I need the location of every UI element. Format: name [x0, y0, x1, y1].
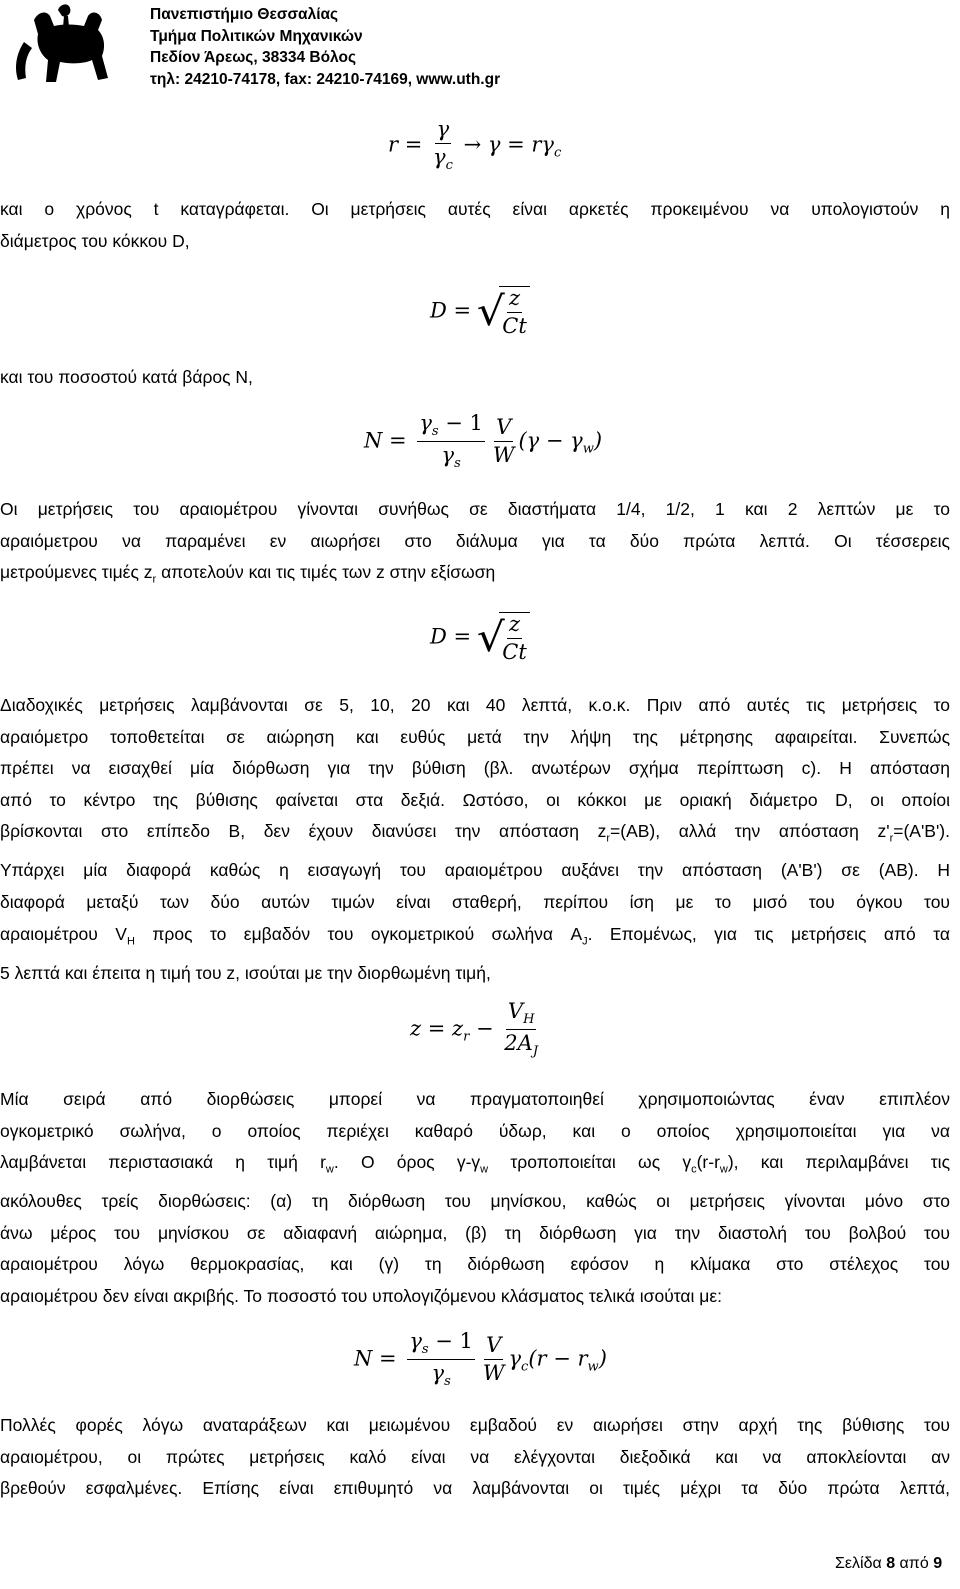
university-logo-icon — [4, 2, 132, 98]
paragraph-6: Πολλές φορές λόγω αναταράξεων και μειωμένου εμβαδού εν αιωρήσει στην αρχή της βύθισης του αραιομέτρου, οι πρώτες μετρήσεις καλό είναι να ελέγχονται διεξοδικά και να αποκλείονται αν βρεθούν εσφαλμένες. Επίσης είναι επιθυμητό να λαμβάνονται οι τιμές μέχρι τα δύο πρώτα λεπτά, — [0, 1415, 950, 1499]
header-address: Πεδίον Άρεως, 38334 Βόλος — [150, 49, 357, 66]
equation-diameter-2: D = √ $\frac{z}{Ct}$ — [430, 612, 530, 664]
paragraph-4: Διαδοχικές μετρήσεις λαμβάνονται σε 5, 10, 20 και 40 λεπτά, κ.ο.κ. Πριν από αυτές τις μετρήσεις το αραιόμετρο τοποθετείται σε αιώρηση και ευθύς μετά την λήψη της μέτρησης αφαιρείται. Συνεπώς πρέπει να εισαχθεί μία διόρθωση για την βύθιση (βλ. ανωτέρων σχήμα περίπτωση c). Η απόσταση από το κέντρο της βύθισης φαίνεται στα δεξιά. Ωστόσο, οι κόκκοι με οριακή διάμετρο D, οι οποίοι βρίσκονται στο επίπεδο Β, δεν έχουν διανύσει την απόσταση $z_r=(AB)$, αλλά την απόσταση $z'_r=(A'B')$. Υπάρχει μία διαφορά καθώς η εισαγωγή του αραιομέτρου αυξάνει την απόσταση (A'B') σε (AB). Η διαφορά μεταξύ των δύο αυτών τιμών είναι σταθερή, περίπου ίση με το μισό του όγκου του αραιομέτρου $V_H$ προς το εμβαδόν του ογκομετρικού σωλήνα $A_J$. Επομένως, για τις μετρήσεις από τα 5 λεπτά και έπειτα η τιμή του z, ισούται με την διορθωμένη τιμή, — [0, 695, 950, 983]
paragraph-3: Οι μετρήσεις του αραιομέτρου γίνονται συνήθως σε διαστήματα 1/4, 1/2, 1 και 2 λεπτών με το αραιόμετρου να παραμένει εν αιωρήσει στο διάλυμα για τα δύο πρώτα λεπτά. Οι τέσσερεις μετρούμενες τιμές $z_r$ αποτελούν και τις τιμές των z στην εξίσωση — [0, 499, 950, 586]
equation-final-n: N = $\frac{\gamma_s - 1}{\gamma_s}$ $\frac{V}{W}$ $\gamma_c(r - r_w)$ — [354, 1329, 607, 1390]
header-block — [150, 4, 500, 90]
header-department: Τμήμα Πολιτικών Μηχανικών — [150, 27, 363, 45]
header-university: Πανεπιστήμιο Θεσσαλίας — [150, 6, 339, 23]
paragraph-1: και ο χρόνος t καταγράφεται. Οι μετρήσεις αυτές είναι αρκετές προκειμένου να υπολογιστούν η διάμετρος του κόκκου D, — [0, 199, 950, 251]
equation-r: r = $\frac{\gamma}{\gamma_c}$ → $\gamma = r\gamma_c$ — [388, 117, 562, 174]
equation-diameter: D = √ $\frac{z}{Ct}$ — [430, 286, 530, 338]
paragraph-2: και του ποσοστού κατά βάρος N, — [0, 367, 253, 387]
equation-percent-n: N = $\frac{\gamma_s - 1}{\gamma_s}$ $\frac{V}{W}$ $(\gamma - \gamma_w)$ — [364, 411, 603, 472]
page-number: Σελίδα 8 από 9 — [835, 1555, 943, 1572]
paragraph-5: Μία σειρά από διορθώσεις μπορεί να πραγματοποιηθεί χρησιμοποιώντας έναν επιπλέον ογκομετρικό σωλήνα, ο οποίος περιέχει καθαρό ύδωρ, και ο οποίος χρησιμοποιείται για να λαμβάνεται περιστασιακά η τιμή $r_w$. Ο όρος $\gamma-\gamma_w$ τροποποιείται ως $\gamma_c(r-r_w)$, και περιλαμβάνει τις ακόλουθες τρείς διορθώσεις: (α) τη διόρθωση του μηνίσκου, καθώς οι μετρήσεις γίνονται μόνο στο άνω μέρος του μηνίσκου σε αδιαφανή αιώρημα, (β) τη διόρθωση για την διαστολή του βολβού του αραιομέτρου λόγω θερμοκρασίας, και (γ) τη διόρθωση εφόσον η κλίμακα στο στέλεχος του αραιομέτρου δεν είναι ακριβής. Το ποσοστό του υπολογιζόμενου κλάσματος τελικά ισούται με: — [0, 1089, 951, 1307]
header-contact: τηλ: 24210-74178, fax: 24210-74169, www.uth.gr — [150, 70, 501, 88]
equation-corrected-z: $z = z_r$ − $\frac{V_H}{2A_J}$ — [410, 999, 539, 1060]
